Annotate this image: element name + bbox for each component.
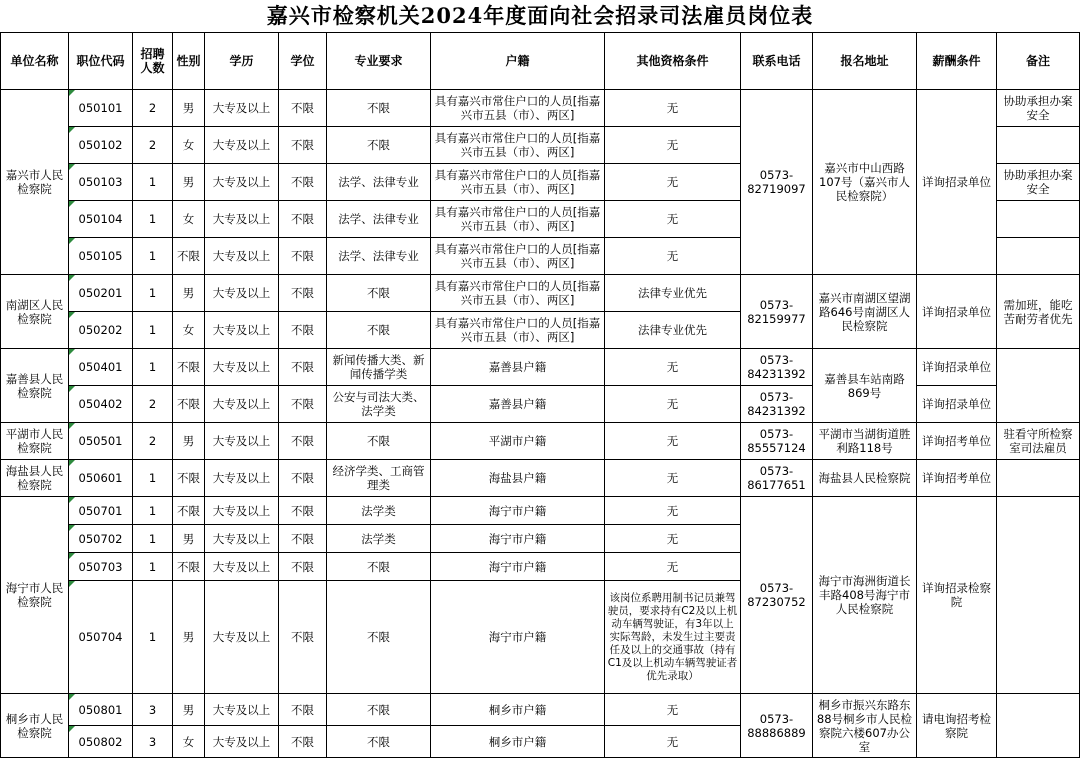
code-cell: 050402 bbox=[69, 386, 133, 423]
other-cell: 无 bbox=[605, 164, 741, 201]
addr-cell: 嘉兴市南湖区望湖路646号南湖区人民检察院 bbox=[813, 275, 917, 349]
major-cell: 法学、法律专业 bbox=[327, 164, 431, 201]
note-cell: 驻看守所检察室司法雇员 bbox=[997, 423, 1080, 460]
pay-cell: 详询招录单位 bbox=[917, 275, 997, 349]
pay-cell: 详询招考单位 bbox=[917, 423, 997, 460]
major-cell: 不限 bbox=[327, 127, 431, 164]
gender-cell: 男 bbox=[173, 525, 205, 553]
edu-cell: 大专及以上 bbox=[205, 497, 279, 525]
table-row bbox=[1, 386, 1080, 423]
phone-cell: 0573-88886889 bbox=[741, 694, 813, 758]
other-cell: 无 bbox=[605, 460, 741, 497]
major-cell: 不限 bbox=[327, 694, 431, 726]
table-row bbox=[1, 694, 1080, 726]
pay-cell: 请电询招考检察院 bbox=[917, 694, 997, 758]
edu-cell: 大专及以上 bbox=[205, 525, 279, 553]
degree-cell: 不限 bbox=[279, 386, 327, 423]
phone-cell: 0573-85557124 bbox=[741, 423, 813, 460]
code-cell: 050601 bbox=[69, 460, 133, 497]
huji-cell: 具有嘉兴市常住户口的人员[指嘉兴市五县（市）、两区] bbox=[431, 238, 605, 275]
other-cell: 法律专业优先 bbox=[605, 275, 741, 312]
num-cell: 2 bbox=[133, 127, 173, 164]
num-cell: 2 bbox=[133, 90, 173, 127]
degree-cell: 不限 bbox=[279, 312, 327, 349]
major-cell: 新闻传播大类、新闻传播学类 bbox=[327, 349, 431, 386]
edu-cell: 大专及以上 bbox=[205, 349, 279, 386]
gender-cell: 不限 bbox=[173, 238, 205, 275]
edu-cell: 大专及以上 bbox=[205, 423, 279, 460]
note-cell bbox=[997, 127, 1080, 164]
degree-cell: 不限 bbox=[279, 127, 327, 164]
gender-cell: 不限 bbox=[173, 386, 205, 423]
unit-cell: 南湖区人民检察院 bbox=[1, 275, 69, 349]
major-cell: 不限 bbox=[327, 553, 431, 581]
num-cell: 2 bbox=[133, 423, 173, 460]
edu-cell: 大专及以上 bbox=[205, 201, 279, 238]
addr-cell: 平湖市当湖街道胜利路118号 bbox=[813, 423, 917, 460]
gender-cell: 男 bbox=[173, 90, 205, 127]
num-cell: 1 bbox=[133, 581, 173, 694]
note-cell: 协助承担办案安全 bbox=[997, 164, 1080, 201]
header-num: 招聘人数 bbox=[133, 33, 173, 90]
table-row bbox=[1, 460, 1080, 497]
edu-cell: 大专及以上 bbox=[205, 726, 279, 758]
note-cell bbox=[997, 201, 1080, 238]
pay-cell: 详询招录单位 bbox=[917, 90, 997, 275]
table-row bbox=[1, 497, 1080, 525]
huji-cell: 桐乡市户籍 bbox=[431, 694, 605, 726]
table-row bbox=[1, 349, 1080, 386]
major-cell: 经济学类、工商管理类 bbox=[327, 460, 431, 497]
huji-cell: 平湖市户籍 bbox=[431, 423, 605, 460]
code-cell: 050704 bbox=[69, 581, 133, 694]
degree-cell: 不限 bbox=[279, 423, 327, 460]
num-cell: 3 bbox=[133, 694, 173, 726]
num-cell: 1 bbox=[133, 460, 173, 497]
addr-cell: 海盐县人民检察院 bbox=[813, 460, 917, 497]
gender-cell: 男 bbox=[173, 581, 205, 694]
gender-cell: 男 bbox=[173, 423, 205, 460]
header-code: 职位代码 bbox=[69, 33, 133, 90]
header-note: 备注 bbox=[997, 33, 1080, 90]
huji-cell: 具有嘉兴市常住户口的人员[指嘉兴市五县（市）、两区] bbox=[431, 312, 605, 349]
degree-cell: 不限 bbox=[279, 238, 327, 275]
code-cell: 050202 bbox=[69, 312, 133, 349]
addr-cell: 桐乡市振兴东路东88号桐乡市人民检察院六楼607办公室 bbox=[813, 694, 917, 758]
num-cell: 1 bbox=[133, 275, 173, 312]
phone-cell: 0573-87230752 bbox=[741, 497, 813, 694]
other-cell: 该岗位系聘用制书记员兼驾驶员，要求持有C2及以上机动车辆驾驶证，有3年以上实际驾龄，未发生过主要责任及以上的交通事故（持有C1及以上机动车辆驾驶证者优先录取） bbox=[605, 581, 741, 694]
header-phone: 联系电话 bbox=[741, 33, 813, 90]
major-cell: 不限 bbox=[327, 312, 431, 349]
edu-cell: 大专及以上 bbox=[205, 386, 279, 423]
degree-cell: 不限 bbox=[279, 497, 327, 525]
phone-cell: 0573-82159977 bbox=[741, 275, 813, 349]
degree-cell: 不限 bbox=[279, 201, 327, 238]
note-cell: 协助承担办案安全 bbox=[997, 90, 1080, 127]
unit-cell: 桐乡市人民检察院 bbox=[1, 694, 69, 758]
degree-cell: 不限 bbox=[279, 164, 327, 201]
note-cell bbox=[997, 460, 1080, 497]
edu-cell: 大专及以上 bbox=[205, 90, 279, 127]
gender-cell: 不限 bbox=[173, 460, 205, 497]
edu-cell: 大专及以上 bbox=[205, 553, 279, 581]
header-other: 其他资格条件 bbox=[605, 33, 741, 90]
degree-cell: 不限 bbox=[279, 553, 327, 581]
code-cell: 050105 bbox=[69, 238, 133, 275]
other-cell: 无 bbox=[605, 386, 741, 423]
edu-cell: 大专及以上 bbox=[205, 694, 279, 726]
major-cell: 法学、法律专业 bbox=[327, 201, 431, 238]
code-cell: 050103 bbox=[69, 164, 133, 201]
note-cell bbox=[997, 238, 1080, 275]
gender-cell: 不限 bbox=[173, 553, 205, 581]
phone-cell: 0573-86177651 bbox=[741, 460, 813, 497]
edu-cell: 大专及以上 bbox=[205, 312, 279, 349]
huji-cell: 嘉善县户籍 bbox=[431, 386, 605, 423]
note-cell bbox=[997, 694, 1080, 758]
edu-cell: 大专及以上 bbox=[205, 460, 279, 497]
other-cell: 无 bbox=[605, 238, 741, 275]
gender-cell: 女 bbox=[173, 201, 205, 238]
other-cell: 无 bbox=[605, 423, 741, 460]
gender-cell: 不限 bbox=[173, 497, 205, 525]
pay-cell: 详询招考单位 bbox=[917, 460, 997, 497]
huji-cell: 海宁市户籍 bbox=[431, 581, 605, 694]
major-cell: 法学类 bbox=[327, 525, 431, 553]
code-cell: 050801 bbox=[69, 694, 133, 726]
code-cell: 050702 bbox=[69, 525, 133, 553]
major-cell: 法学、法律专业 bbox=[327, 238, 431, 275]
table-row bbox=[1, 90, 1080, 127]
degree-cell: 不限 bbox=[279, 349, 327, 386]
edu-cell: 大专及以上 bbox=[205, 275, 279, 312]
unit-cell: 平湖市人民检察院 bbox=[1, 423, 69, 460]
degree-cell: 不限 bbox=[279, 460, 327, 497]
gender-cell: 男 bbox=[173, 694, 205, 726]
addr-cell: 海宁市海洲街道长丰路408号海宁市人民检察院 bbox=[813, 497, 917, 694]
other-cell: 无 bbox=[605, 525, 741, 553]
major-cell: 法学类 bbox=[327, 497, 431, 525]
degree-cell: 不限 bbox=[279, 694, 327, 726]
pay-cell: 详询招录单位 bbox=[917, 349, 997, 386]
huji-cell: 具有嘉兴市常住户口的人员[指嘉兴市五县（市）、两区] bbox=[431, 127, 605, 164]
num-cell: 1 bbox=[133, 312, 173, 349]
header-major: 专业要求 bbox=[327, 33, 431, 90]
header-pay: 薪酬条件 bbox=[917, 33, 997, 90]
num-cell: 1 bbox=[133, 525, 173, 553]
huji-cell: 具有嘉兴市常住户口的人员[指嘉兴市五县（市）、两区] bbox=[431, 90, 605, 127]
huji-cell: 海宁市户籍 bbox=[431, 553, 605, 581]
huji-cell: 具有嘉兴市常住户口的人员[指嘉兴市五县（市）、两区] bbox=[431, 275, 605, 312]
other-cell: 无 bbox=[605, 726, 741, 758]
code-cell: 050201 bbox=[69, 275, 133, 312]
header-unit: 单位名称 bbox=[1, 33, 69, 90]
code-cell: 050701 bbox=[69, 497, 133, 525]
code-cell: 050104 bbox=[69, 201, 133, 238]
pay-cell: 详询招录检察院 bbox=[917, 497, 997, 694]
note-cell bbox=[997, 497, 1080, 694]
gender-cell: 女 bbox=[173, 312, 205, 349]
code-cell: 050101 bbox=[69, 90, 133, 127]
edu-cell: 大专及以上 bbox=[205, 164, 279, 201]
other-cell: 无 bbox=[605, 127, 741, 164]
edu-cell: 大专及以上 bbox=[205, 127, 279, 164]
other-cell: 无 bbox=[605, 349, 741, 386]
unit-cell: 嘉善县人民检察院 bbox=[1, 349, 69, 423]
other-cell: 法律专业优先 bbox=[605, 312, 741, 349]
other-cell: 无 bbox=[605, 497, 741, 525]
major-cell: 不限 bbox=[327, 90, 431, 127]
code-cell: 050703 bbox=[69, 553, 133, 581]
code-cell: 050501 bbox=[69, 423, 133, 460]
major-cell: 不限 bbox=[327, 423, 431, 460]
huji-cell: 海宁市户籍 bbox=[431, 497, 605, 525]
gender-cell: 女 bbox=[173, 726, 205, 758]
other-cell: 无 bbox=[605, 90, 741, 127]
degree-cell: 不限 bbox=[279, 581, 327, 694]
edu-cell: 大专及以上 bbox=[205, 238, 279, 275]
degree-cell: 不限 bbox=[279, 525, 327, 553]
huji-cell: 海盐县户籍 bbox=[431, 460, 605, 497]
huji-cell: 海宁市户籍 bbox=[431, 525, 605, 553]
header-gender: 性别 bbox=[173, 33, 205, 90]
num-cell: 1 bbox=[133, 164, 173, 201]
num-cell: 1 bbox=[133, 201, 173, 238]
major-cell: 不限 bbox=[327, 581, 431, 694]
num-cell: 3 bbox=[133, 726, 173, 758]
note-cell: 需加班，能吃苦耐劳者优先 bbox=[997, 275, 1080, 349]
edu-cell: 大专及以上 bbox=[205, 581, 279, 694]
unit-cell: 海盐县人民检察院 bbox=[1, 460, 69, 497]
gender-cell: 男 bbox=[173, 275, 205, 312]
num-cell: 1 bbox=[133, 238, 173, 275]
other-cell: 无 bbox=[605, 694, 741, 726]
major-cell: 公安与司法大类、法学类 bbox=[327, 386, 431, 423]
major-cell: 不限 bbox=[327, 726, 431, 758]
degree-cell: 不限 bbox=[279, 726, 327, 758]
gender-cell: 女 bbox=[173, 127, 205, 164]
note-cell bbox=[997, 349, 1080, 423]
phone-cell: 0573-84231392 bbox=[741, 349, 813, 386]
other-cell: 无 bbox=[605, 553, 741, 581]
num-cell: 1 bbox=[133, 349, 173, 386]
unit-cell: 海宁市人民检察院 bbox=[1, 497, 69, 694]
gender-cell: 男 bbox=[173, 164, 205, 201]
addr-cell: 嘉善县车站南路869号 bbox=[813, 349, 917, 423]
addr-cell: 嘉兴市中山西路107号（嘉兴市人民检察院） bbox=[813, 90, 917, 275]
positions-table bbox=[0, 32, 1080, 758]
code-cell: 050802 bbox=[69, 726, 133, 758]
degree-cell: 不限 bbox=[279, 90, 327, 127]
num-cell: 1 bbox=[133, 497, 173, 525]
page-title: 嘉兴市检察机关2024年度面向社会招录司法雇员岗位表 bbox=[266, 3, 814, 28]
other-cell: 无 bbox=[605, 201, 741, 238]
unit-cell: 嘉兴市人民检察院 bbox=[1, 90, 69, 275]
huji-cell: 具有嘉兴市常住户口的人员[指嘉兴市五县（市）、两区] bbox=[431, 164, 605, 201]
header-row bbox=[1, 33, 1080, 90]
num-cell: 2 bbox=[133, 386, 173, 423]
header-addr: 报名地址 bbox=[813, 33, 917, 90]
gender-cell: 不限 bbox=[173, 349, 205, 386]
major-cell: 不限 bbox=[327, 275, 431, 312]
phone-cell: 0573-84231392 bbox=[741, 386, 813, 423]
num-cell: 1 bbox=[133, 553, 173, 581]
degree-cell: 不限 bbox=[279, 275, 327, 312]
huji-cell: 具有嘉兴市常住户口的人员[指嘉兴市五县（市）、两区] bbox=[431, 201, 605, 238]
pay-cell: 详询招录单位 bbox=[917, 386, 997, 423]
huji-cell: 桐乡市户籍 bbox=[431, 726, 605, 758]
header-edu: 学历 bbox=[205, 33, 279, 90]
table-row bbox=[1, 275, 1080, 312]
code-cell: 050401 bbox=[69, 349, 133, 386]
huji-cell: 嘉善县户籍 bbox=[431, 349, 605, 386]
code-cell: 050102 bbox=[69, 127, 133, 164]
table-row bbox=[1, 423, 1080, 460]
header-huji: 户籍 bbox=[431, 33, 605, 90]
header-degree: 学位 bbox=[279, 33, 327, 90]
phone-cell: 0573-82719097 bbox=[741, 90, 813, 275]
